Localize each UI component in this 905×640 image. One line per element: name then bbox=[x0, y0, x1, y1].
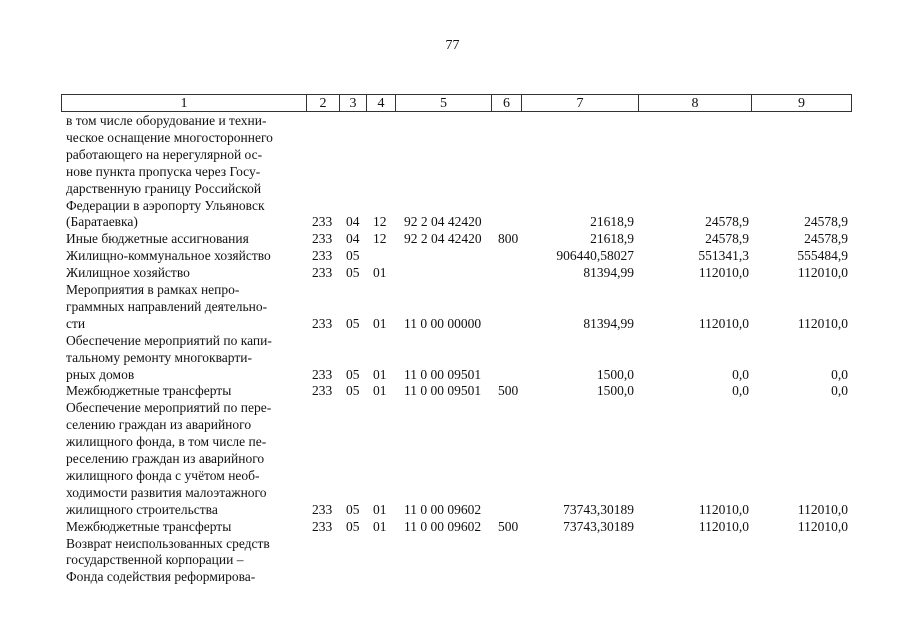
cell-c4: 01 bbox=[373, 315, 387, 331]
cell-c8: 551341,3 bbox=[698, 248, 749, 264]
table-row bbox=[0, 552, 905, 568]
table-header bbox=[61, 94, 852, 112]
cell-c2: 233 bbox=[312, 366, 333, 382]
cell-c2: 233 bbox=[312, 315, 333, 331]
cell-c9: 24578,9 bbox=[804, 231, 848, 247]
table-row bbox=[0, 164, 905, 180]
table-row bbox=[0, 383, 905, 399]
row-description: ческое оснащение многостороннего bbox=[66, 129, 273, 145]
row-description: Возврат неиспользованных средств bbox=[66, 535, 270, 551]
cell-c5: 11 0 00 09501 bbox=[404, 383, 482, 399]
cell-c6: 500 bbox=[498, 518, 519, 534]
row-description: дарственную границу Российской bbox=[66, 180, 262, 196]
row-description: Федерации в аэропорту Ульяновск bbox=[66, 197, 265, 213]
cell-c2: 233 bbox=[312, 383, 333, 399]
table-row bbox=[0, 350, 905, 366]
cell-c2: 233 bbox=[312, 501, 333, 517]
cell-c8: 112010,0 bbox=[698, 501, 749, 517]
cell-c9: 112010,0 bbox=[797, 315, 848, 331]
cell-c7: 1500,0 bbox=[596, 383, 634, 399]
row-description: нове пункта пропуска через Госу- bbox=[66, 163, 261, 179]
table-row bbox=[0, 265, 905, 281]
table-row bbox=[0, 502, 905, 518]
cell-c3: 05 bbox=[346, 265, 360, 281]
cell-c5: 92 2 04 42420 bbox=[404, 231, 482, 247]
cell-c2: 233 bbox=[312, 231, 333, 247]
cell-c9: 112010,0 bbox=[797, 518, 848, 534]
header-col-2: 2 bbox=[307, 94, 340, 112]
cell-c9: 112010,0 bbox=[797, 501, 848, 517]
cell-c3: 04 bbox=[346, 231, 360, 247]
cell-c7: 906440,58027 bbox=[556, 248, 634, 264]
cell-c7: 81394,99 bbox=[583, 265, 634, 281]
row-description: государственной корпорации – bbox=[66, 552, 244, 568]
cell-c5: 11 0 00 00000 bbox=[404, 315, 482, 331]
cell-c6: 800 bbox=[498, 231, 519, 247]
row-description: рных домов bbox=[66, 366, 135, 382]
table-row bbox=[0, 569, 905, 585]
page-number: 77 bbox=[445, 38, 460, 53]
cell-c8: 112010,0 bbox=[698, 518, 749, 534]
row-description: Жилищно-коммунальное хозяйство bbox=[66, 248, 271, 264]
table-row bbox=[0, 434, 905, 450]
table-row bbox=[0, 299, 905, 315]
header-col-1: 1 bbox=[61, 94, 307, 112]
cell-c8: 24578,9 bbox=[705, 214, 749, 230]
cell-c9: 24578,9 bbox=[804, 214, 848, 230]
header-col-4: 4 bbox=[367, 94, 396, 112]
table-row bbox=[0, 367, 905, 383]
row-description: Иные бюджетные ассигнования bbox=[66, 231, 249, 247]
row-description: ходимости развития малоэтажного bbox=[66, 484, 267, 500]
table-row bbox=[0, 214, 905, 230]
cell-c3: 05 bbox=[346, 501, 360, 517]
row-description: реселению граждан из аварийного bbox=[66, 451, 265, 466]
cell-c3: 04 bbox=[346, 214, 360, 230]
table-row bbox=[0, 519, 905, 535]
cell-c8: 0,0 bbox=[732, 383, 749, 399]
cell-c2: 233 bbox=[312, 518, 333, 534]
table-row bbox=[0, 130, 905, 146]
cell-c8: 0,0 bbox=[732, 366, 749, 382]
table-row bbox=[0, 316, 905, 332]
cell-c2: 233 bbox=[312, 265, 333, 281]
cell-c3: 05 bbox=[346, 366, 360, 382]
row-description: жилищного фонда с учётом необ- bbox=[66, 467, 260, 483]
header-col-6: 6 bbox=[492, 94, 522, 112]
cell-c8: 24578,9 bbox=[705, 231, 749, 247]
cell-c7: 21618,9 bbox=[590, 231, 634, 247]
cell-c5: 92 2 04 42420 bbox=[404, 214, 482, 230]
cell-c4: 01 bbox=[373, 501, 387, 517]
cell-c7: 73743,30189 bbox=[563, 518, 634, 534]
row-description: тальному ремонту многокварти- bbox=[66, 349, 252, 365]
table-row bbox=[0, 248, 905, 264]
table-row bbox=[0, 468, 905, 484]
row-description: Обеспечение мероприятий по пере- bbox=[66, 400, 272, 416]
row-description: селению граждан из аварийного bbox=[66, 417, 252, 433]
cell-c7: 1500,0 bbox=[596, 366, 634, 382]
cell-c2: 233 bbox=[312, 214, 333, 230]
cell-c7: 81394,99 bbox=[583, 315, 634, 331]
table-row bbox=[0, 485, 905, 501]
header-col-3: 3 bbox=[340, 94, 367, 112]
cell-c2: 233 bbox=[312, 248, 333, 264]
cell-c5: 11 0 00 09501 bbox=[404, 366, 482, 382]
header-col-8: 8 bbox=[639, 94, 752, 112]
cell-c5: 11 0 00 09602 bbox=[404, 501, 482, 517]
cell-c4: 01 bbox=[373, 518, 387, 534]
table-row bbox=[0, 147, 905, 163]
cell-c9: 112010,0 bbox=[797, 265, 848, 281]
row-description: граммных направлений деятельно- bbox=[66, 298, 268, 314]
cell-c4: 12 bbox=[373, 214, 387, 230]
cell-c5: 11 0 00 09602 bbox=[404, 518, 482, 534]
cell-c6: 500 bbox=[498, 383, 519, 399]
cell-c8: 112010,0 bbox=[698, 315, 749, 331]
row-description: Обеспечение мероприятий по капи- bbox=[66, 332, 272, 348]
row-description: Межбюджетные трансферты bbox=[66, 383, 232, 399]
table-row bbox=[0, 451, 905, 467]
table-row bbox=[0, 231, 905, 247]
row-description: сти bbox=[66, 315, 86, 331]
row-description: работающего на нерегулярной ос- bbox=[66, 146, 263, 162]
row-description: Фонда содействия реформирова- bbox=[66, 569, 256, 585]
table-row bbox=[0, 198, 905, 214]
cell-c9: 0,0 bbox=[831, 366, 848, 382]
cell-c4: 01 bbox=[373, 366, 387, 382]
table-row bbox=[0, 282, 905, 298]
header-col-9: 9 bbox=[752, 94, 852, 112]
row-description: Жилищное хозяйство bbox=[66, 265, 190, 281]
header-col-5: 5 bbox=[396, 94, 492, 112]
cell-c4: 01 bbox=[373, 383, 387, 399]
table-row bbox=[0, 417, 905, 433]
row-description: жилищного строительства bbox=[66, 501, 218, 517]
table-row bbox=[0, 400, 905, 416]
cell-c4: 12 bbox=[373, 231, 387, 247]
cell-c9: 555484,9 bbox=[797, 248, 848, 264]
row-description: Мероприятия в рамках непро- bbox=[66, 282, 240, 297]
row-description: в том числе оборудование и техни- bbox=[66, 113, 267, 128]
cell-c9: 0,0 bbox=[831, 383, 848, 399]
row-description: Межбюджетные трансферты bbox=[66, 518, 232, 534]
cell-c3: 05 bbox=[346, 315, 360, 331]
table-row bbox=[0, 536, 905, 552]
header-col-7: 7 bbox=[522, 94, 639, 112]
cell-c4: 01 bbox=[373, 265, 387, 281]
cell-c7: 73743,30189 bbox=[563, 501, 634, 517]
row-description: жилищного фонда, в том числе пе- bbox=[66, 434, 267, 450]
table-row bbox=[0, 333, 905, 349]
cell-c3: 05 bbox=[346, 383, 360, 399]
cell-c7: 21618,9 bbox=[590, 214, 634, 230]
table-row bbox=[0, 113, 905, 129]
row-description: (Баратаевка) bbox=[66, 214, 138, 230]
table-row bbox=[0, 181, 905, 197]
cell-c8: 112010,0 bbox=[698, 265, 749, 281]
cell-c3: 05 bbox=[346, 248, 360, 264]
cell-c3: 05 bbox=[346, 518, 360, 534]
